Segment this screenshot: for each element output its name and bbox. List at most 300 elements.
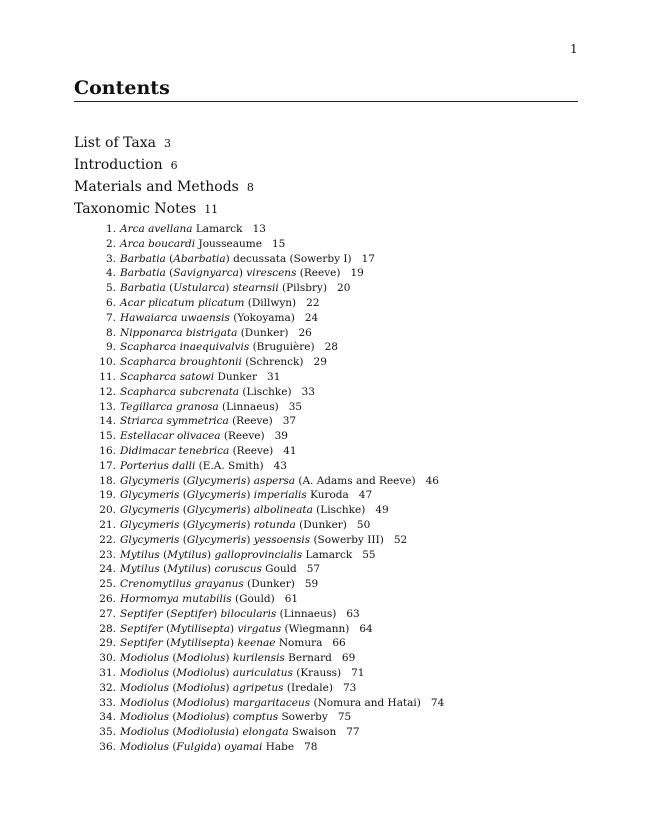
taxon-name xyxy=(120,608,336,620)
taxon-name-italic: Modiolus xyxy=(176,681,226,694)
taxon-page: 39 xyxy=(274,430,288,443)
taxon-name-text: ) xyxy=(230,637,238,650)
taxon-entry[interactable] xyxy=(74,503,578,518)
taxon-name-italic: Fulgida xyxy=(176,740,217,753)
taxon-name-text: ( xyxy=(179,504,187,517)
taxon-name-text: ( xyxy=(179,533,187,546)
taxon-entry[interactable] xyxy=(74,385,578,400)
taxon-name xyxy=(120,253,352,265)
taxon-name-text: ) decussata (Sowerby I) xyxy=(225,252,352,265)
toc-section-label: Introduction xyxy=(74,157,163,173)
toc-section-page: 8 xyxy=(246,181,254,194)
taxon-name-text: (Dunker) xyxy=(243,578,295,591)
toc-section-page: 3 xyxy=(163,137,171,150)
taxon-name-italic: Barbatia xyxy=(120,282,166,295)
taxon-page: 33 xyxy=(301,385,315,398)
taxon-name xyxy=(120,238,262,250)
taxon-name-text: Nomura xyxy=(275,637,323,650)
taxon-page: 63 xyxy=(346,607,360,620)
taxon-number: 8. xyxy=(105,326,116,339)
taxa-list xyxy=(74,222,578,755)
taxon-number: 1. xyxy=(105,223,116,235)
taxon-number: 2. xyxy=(105,237,116,250)
taxon-name-text: (Nomura and Hatai) xyxy=(310,696,421,709)
taxon-page: 75 xyxy=(337,711,352,724)
taxon-name-italic: elongata xyxy=(242,726,289,739)
taxon-entry[interactable] xyxy=(74,592,578,607)
taxon-name-text: (Lischke) xyxy=(312,504,366,517)
taxon-page: 19 xyxy=(350,267,364,280)
taxon-name-italic: Septifer xyxy=(120,622,163,635)
taxon-number: 25. xyxy=(99,578,116,591)
taxon-entry[interactable] xyxy=(74,533,578,548)
taxon-name-italic: Hormomya mutabilis xyxy=(120,592,232,605)
taxon-name xyxy=(120,741,294,753)
taxon-entry[interactable] xyxy=(74,355,578,370)
taxon-name-italic: Modiolus xyxy=(120,681,169,694)
taxon-name-text: (Pilsbry) xyxy=(278,282,328,295)
taxon-name-text: (Dunker) xyxy=(237,326,289,339)
taxon-entry[interactable] xyxy=(74,696,578,711)
taxon-name-text: ) xyxy=(246,474,254,487)
taxon-name-text: ) xyxy=(225,652,233,665)
taxon-name-italic: Mytilus xyxy=(167,563,207,576)
taxon-name-text: ) xyxy=(213,607,221,620)
taxon-page: 31 xyxy=(267,370,281,383)
taxon-name-italic: bilocularis xyxy=(220,607,277,620)
taxon-entry[interactable] xyxy=(74,607,578,622)
taxon-page: 35 xyxy=(288,400,303,413)
taxon-name-text: ( xyxy=(168,681,177,694)
taxon-page: 74 xyxy=(430,696,445,709)
taxon-name-text: Gould xyxy=(261,563,297,576)
taxon-entry[interactable] xyxy=(74,577,578,592)
taxon-name xyxy=(120,593,275,605)
taxon-name-text: (Reeve) xyxy=(220,430,265,443)
taxon-name-italic: Tegillarca granosa xyxy=(120,400,219,413)
taxon-entry[interactable] xyxy=(74,237,578,252)
taxon-name-text: ( xyxy=(162,607,171,620)
taxon-name xyxy=(120,549,352,561)
taxon-page: 50 xyxy=(356,518,371,531)
toc-section-label: Taxonomic Notes xyxy=(74,201,197,217)
taxon-entry[interactable] xyxy=(74,636,578,651)
taxon-number: 14. xyxy=(99,415,116,428)
toc-section-entry[interactable] xyxy=(74,198,578,220)
taxon-page: 29 xyxy=(313,356,327,369)
taxon-name xyxy=(120,489,349,501)
taxon-name-italic: Didimacar tenebrica xyxy=(120,444,230,457)
taxon-name-text: (Yokoyama) xyxy=(229,311,295,324)
taxon-number: 3. xyxy=(105,252,116,265)
taxon-name-italic: Scapharca satowi xyxy=(120,370,215,383)
taxon-name-text: (Schrenck) xyxy=(241,356,304,369)
taxon-entry[interactable] xyxy=(74,710,578,725)
taxon-name-italic: Modiolus xyxy=(176,711,226,724)
taxon-name xyxy=(120,282,327,294)
taxon-number: 35. xyxy=(99,726,116,739)
toc-section-page: 6 xyxy=(170,159,178,172)
taxon-entry[interactable] xyxy=(74,252,578,267)
taxon-name-text: (Linnaeus) xyxy=(276,607,337,620)
taxon-name-text: ( xyxy=(165,267,174,280)
taxon-name-italic: Modiolus xyxy=(176,696,226,709)
taxon-name xyxy=(120,667,341,679)
toc-section-label: Materials and Methods xyxy=(74,179,239,195)
taxon-name-italic: Modiolus xyxy=(176,666,226,679)
taxon-name-italic: Mytilisepta xyxy=(170,622,231,635)
taxon-name-text: (Gould) xyxy=(231,592,275,605)
taxon-page: 28 xyxy=(324,341,338,354)
taxon-entry[interactable] xyxy=(74,725,578,740)
taxon-name-text: (Lischke) xyxy=(239,385,292,398)
taxon-name-italic: Septifer xyxy=(120,637,163,650)
taxon-name xyxy=(120,445,273,457)
taxon-name-italic: Glycymeris xyxy=(186,474,247,487)
taxon-name-italic: rotunda xyxy=(253,518,296,531)
taxon-name-text: ( xyxy=(162,622,171,635)
taxon-number: 13. xyxy=(99,400,116,413)
taxon-name-text: ( xyxy=(162,637,171,650)
contents-heading xyxy=(74,77,578,102)
taxon-name-text: Jousseaume xyxy=(195,237,262,250)
taxon-entry[interactable] xyxy=(74,400,578,415)
taxon-name-text: ) xyxy=(225,711,233,724)
taxon-name-italic: comptus xyxy=(232,711,279,724)
toc-section-entry[interactable] xyxy=(74,176,578,198)
section-list xyxy=(74,132,578,220)
taxon-entry[interactable] xyxy=(74,562,578,577)
taxon-name-text: (Krauss) xyxy=(292,666,342,679)
taxon-name-italic: Barbatia xyxy=(120,267,166,280)
taxon-name-text: (E.A. Smith) xyxy=(195,459,264,472)
taxon-name-italic: Glycymeris xyxy=(120,504,180,517)
taxon-page: 71 xyxy=(351,666,365,679)
taxon-page: 15 xyxy=(271,237,286,250)
taxon-name-text: ) xyxy=(216,740,225,753)
taxon-name-italic: keenae xyxy=(237,637,276,650)
taxon-entry[interactable] xyxy=(74,281,578,296)
taxon-entry[interactable] xyxy=(74,740,578,755)
taxon-name-italic: Modiolus xyxy=(120,666,169,679)
taxon-page: 52 xyxy=(393,533,408,546)
taxon-name xyxy=(120,356,304,368)
taxon-name xyxy=(120,460,264,472)
taxon-name-text: ) xyxy=(207,548,215,561)
taxon-name-text: (Dillwyn) xyxy=(244,296,297,309)
taxon-number: 22. xyxy=(99,533,116,546)
taxon-name-italic: Modiolus xyxy=(120,740,169,753)
taxon-page: 22 xyxy=(306,296,320,309)
taxon-number: 23. xyxy=(99,548,116,561)
taxon-name xyxy=(120,578,295,590)
taxon-page: 17 xyxy=(361,252,375,265)
taxon-name-italic: Mytilus xyxy=(167,548,207,561)
taxon-name-italic: Scapharca broughtonii xyxy=(120,356,242,369)
taxon-name-italic: virescens xyxy=(246,267,297,280)
taxon-page: 55 xyxy=(362,548,376,561)
taxon-page: 47 xyxy=(358,489,373,502)
taxon-number: 28. xyxy=(99,622,116,635)
taxon-entry[interactable] xyxy=(74,311,578,326)
taxon-entry[interactable] xyxy=(74,326,578,341)
taxon-number: 19. xyxy=(99,489,116,502)
taxon-name-italic: Scapharca inaequivalvis xyxy=(120,341,250,354)
taxon-name xyxy=(120,504,365,516)
taxon-name-italic: Abarbatia xyxy=(173,252,226,265)
taxon-name xyxy=(120,341,315,353)
taxon-name-text: ( xyxy=(165,282,174,295)
taxon-entry[interactable] xyxy=(74,429,578,444)
taxon-number: 15. xyxy=(99,430,116,443)
taxon-name-italic: auriculatus xyxy=(232,666,293,679)
taxon-name-text: ( xyxy=(168,726,177,739)
taxon-name-italic: Modiolus xyxy=(176,652,226,665)
taxon-page: 77 xyxy=(346,726,360,739)
taxon-name-italic: Ustularca xyxy=(173,282,226,295)
taxon-name-italic: Mytilus xyxy=(120,563,160,576)
taxon-page: 43 xyxy=(273,459,287,472)
taxon-name-italic: Glycymeris xyxy=(120,518,180,531)
taxon-page: 64 xyxy=(359,622,373,635)
taxon-entry[interactable] xyxy=(74,266,578,281)
taxon-name-text: Kuroda xyxy=(306,489,349,502)
taxon-name-text: ) xyxy=(230,622,238,635)
taxon-name-text: ( xyxy=(179,474,187,487)
taxon-page: 13 xyxy=(252,223,266,235)
taxon-name xyxy=(120,711,328,723)
taxon-name-text: ( xyxy=(168,666,177,679)
taxon-number: 18. xyxy=(99,474,116,487)
taxon-number: 7. xyxy=(105,311,116,324)
taxon-name-text: ) xyxy=(246,518,254,531)
taxon-name-italic: Modiolus xyxy=(120,711,169,724)
taxon-entry[interactable] xyxy=(74,414,578,429)
taxon-entry[interactable] xyxy=(74,518,578,533)
taxon-name-italic: Scapharca subcrenata xyxy=(120,385,240,398)
taxon-name-text: ( xyxy=(179,518,187,531)
taxon-number: 12. xyxy=(99,385,116,398)
taxon-name-italic: albolineata xyxy=(253,504,313,517)
taxon-name-italic: Nipponarca bistrigata xyxy=(120,326,238,339)
taxon-name-italic: Estellacar olivacea xyxy=(120,430,221,443)
taxon-name-text: ) xyxy=(225,681,233,694)
taxon-name-text: ( xyxy=(168,696,177,709)
taxon-name xyxy=(120,726,336,738)
toc-section-entry[interactable] xyxy=(74,132,578,154)
taxon-number: 11. xyxy=(99,370,116,383)
taxon-name-italic: Modiolusia xyxy=(176,726,236,739)
taxon-name-text: (Wiegmann) xyxy=(281,622,350,635)
taxon-name-text: (Linnaeus) xyxy=(218,400,279,413)
taxon-name-italic: aspersa xyxy=(253,474,296,487)
taxon-page: 49 xyxy=(375,504,389,517)
taxon-name xyxy=(120,682,333,694)
taxon-name xyxy=(120,297,296,309)
taxon-name-italic: Savignyarca xyxy=(173,267,239,280)
toc-section-label: List of Taxa xyxy=(74,135,156,151)
taxon-name-text: ) xyxy=(207,563,215,576)
taxon-number: 10. xyxy=(99,356,116,369)
taxon-name-italic: Glycymeris xyxy=(186,533,247,546)
taxon-number: 20. xyxy=(99,504,116,517)
taxon-name-text: Bernard xyxy=(284,652,332,665)
taxon-name-italic: Septifer xyxy=(120,607,163,620)
taxon-number: 4. xyxy=(105,267,116,280)
taxon-page: 73 xyxy=(342,681,357,694)
taxon-number: 31. xyxy=(99,666,116,679)
taxon-page: 66 xyxy=(332,637,346,650)
taxon-name-italic: Acar plicatum plicatum xyxy=(120,296,245,309)
taxon-number: 17. xyxy=(99,459,116,472)
taxon-number: 27. xyxy=(99,607,116,620)
taxon-name-italic: Glycymeris xyxy=(120,474,180,487)
taxon-page: 61 xyxy=(284,592,299,605)
taxon-name-italic: Septifer xyxy=(170,607,214,620)
taxon-name xyxy=(120,312,295,324)
taxon-name-text: (A. Adams and Reeve) xyxy=(295,474,416,487)
taxon-name-text: ) xyxy=(235,726,243,739)
taxon-entry[interactable] xyxy=(74,651,578,666)
taxon-name-text: ) xyxy=(246,504,254,517)
toc-section-entry[interactable] xyxy=(74,154,578,176)
taxon-number: 29. xyxy=(99,637,116,650)
taxon-name-text: (Bruguière) xyxy=(249,341,315,354)
taxon-page: 57 xyxy=(306,563,321,576)
taxon-name-text: ( xyxy=(159,548,168,561)
taxon-entry[interactable] xyxy=(74,666,578,681)
taxon-name xyxy=(120,697,421,709)
taxon-page: 59 xyxy=(304,578,319,591)
toc-section-page: 11 xyxy=(204,203,219,216)
taxon-name xyxy=(120,652,332,664)
taxon-name-text: Lamarck xyxy=(192,223,243,235)
taxon-name-italic: yessoensis xyxy=(253,533,311,546)
taxon-number: 16. xyxy=(99,444,116,457)
taxon-page: 24 xyxy=(304,311,319,324)
taxon-name-italic: Mytilisepta xyxy=(170,637,231,650)
taxon-name-italic: Glycymeris xyxy=(186,504,247,517)
taxon-number: 6. xyxy=(105,296,116,309)
taxon-entry[interactable] xyxy=(74,370,578,385)
taxon-name-text: ) xyxy=(246,533,254,546)
taxon-entry[interactable] xyxy=(74,681,578,696)
taxon-name-italic: Modiolus xyxy=(120,696,169,709)
taxon-name xyxy=(120,327,288,339)
taxon-page: 26 xyxy=(298,326,312,339)
taxon-name-text: ) xyxy=(225,282,233,295)
taxon-page: 41 xyxy=(283,444,297,457)
taxon-name-italic: Barbatia xyxy=(120,252,166,265)
taxon-name-text: Lamarck xyxy=(302,548,353,561)
taxon-name-italic: margaritaceus xyxy=(232,696,311,709)
taxon-entry[interactable] xyxy=(74,488,578,503)
taxon-name-italic: Hawaiarca uwaensis xyxy=(120,311,230,324)
taxon-name-text: (Reeve) xyxy=(296,267,341,280)
taxon-entry[interactable] xyxy=(74,459,578,474)
taxon-name xyxy=(120,267,340,279)
taxon-name-text: (Reeve) xyxy=(228,415,273,428)
taxon-name-text: ) xyxy=(246,489,254,502)
taxon-page: 46 xyxy=(425,474,439,487)
taxon-entry[interactable] xyxy=(74,444,578,459)
taxon-entry[interactable] xyxy=(74,222,578,237)
taxon-entry[interactable] xyxy=(74,296,578,311)
taxon-name-italic: Striarca symmetrica xyxy=(120,415,229,428)
taxon-name xyxy=(120,563,297,575)
taxon-name-italic: Glycymeris xyxy=(120,533,180,546)
taxon-number: 21. xyxy=(99,518,116,531)
taxon-name-text: Dunker xyxy=(214,370,258,383)
taxon-name-italic: Crenomytilus grayanus xyxy=(120,578,244,591)
taxon-name-text: (Iredale) xyxy=(283,681,333,694)
taxon-number: 36. xyxy=(99,740,116,753)
taxon-name-text: Swaison xyxy=(288,726,337,739)
taxon-name-text: (Reeve) xyxy=(229,444,274,457)
taxon-number: 26. xyxy=(99,592,116,605)
taxon-name-italic: Modiolus xyxy=(120,652,169,665)
taxon-entry[interactable] xyxy=(74,622,578,637)
taxon-name-italic: agripetus xyxy=(232,681,284,694)
taxon-page: 78 xyxy=(304,740,318,753)
taxon-name-text: ( xyxy=(168,652,177,665)
taxon-number: 32. xyxy=(99,681,116,694)
taxon-name xyxy=(120,430,265,442)
taxon-name xyxy=(120,401,279,413)
taxon-entry[interactable] xyxy=(74,340,578,355)
taxon-number: 9. xyxy=(105,341,116,354)
taxon-name-italic: kurilensis xyxy=(232,652,285,665)
taxon-name-text: ) xyxy=(225,696,233,709)
taxon-name-text: ( xyxy=(165,252,174,265)
taxon-name-text: (Dunker) xyxy=(295,518,347,531)
taxon-page: 69 xyxy=(341,652,356,665)
taxon-name-italic: stearnsii xyxy=(232,282,279,295)
taxon-name xyxy=(120,475,416,487)
taxon-entry[interactable] xyxy=(74,474,578,489)
taxon-name-text: Sowerby xyxy=(278,711,328,724)
taxon-name xyxy=(120,534,384,546)
taxon-name-text: ( xyxy=(159,563,168,576)
taxon-name-italic: coruscus xyxy=(214,563,262,576)
taxon-name-italic: Mytilus xyxy=(120,548,160,561)
page-title: Contents xyxy=(74,77,170,99)
taxon-number: 5. xyxy=(105,282,116,295)
taxon-number: 34. xyxy=(99,711,116,724)
taxon-name xyxy=(120,386,292,398)
taxon-name-italic: Modiolus xyxy=(120,726,169,739)
taxon-name xyxy=(120,223,243,235)
taxon-name-text: ) xyxy=(238,267,247,280)
taxon-number: 33. xyxy=(99,696,116,709)
taxon-entry[interactable] xyxy=(74,548,578,563)
page-number: 1 xyxy=(570,42,578,56)
taxon-name-italic: galloprovincialis xyxy=(214,548,303,561)
taxon-name-text: ( xyxy=(179,489,187,502)
taxon-page: 20 xyxy=(337,282,351,295)
taxon-number: 24. xyxy=(99,563,116,576)
taxon-name-italic: Glycymeris xyxy=(120,489,180,502)
taxon-name-text: ( xyxy=(168,740,177,753)
taxon-name-text: (Sowerby III) xyxy=(310,533,384,546)
taxon-name-italic: Arca avellana xyxy=(120,223,193,235)
taxon-name xyxy=(120,371,257,383)
taxon-number: 30. xyxy=(99,652,116,665)
taxon-name xyxy=(120,637,322,649)
taxon-name xyxy=(120,415,273,427)
taxon-name-text: Habe xyxy=(262,740,295,753)
taxon-name-italic: Glycymeris xyxy=(186,518,247,531)
